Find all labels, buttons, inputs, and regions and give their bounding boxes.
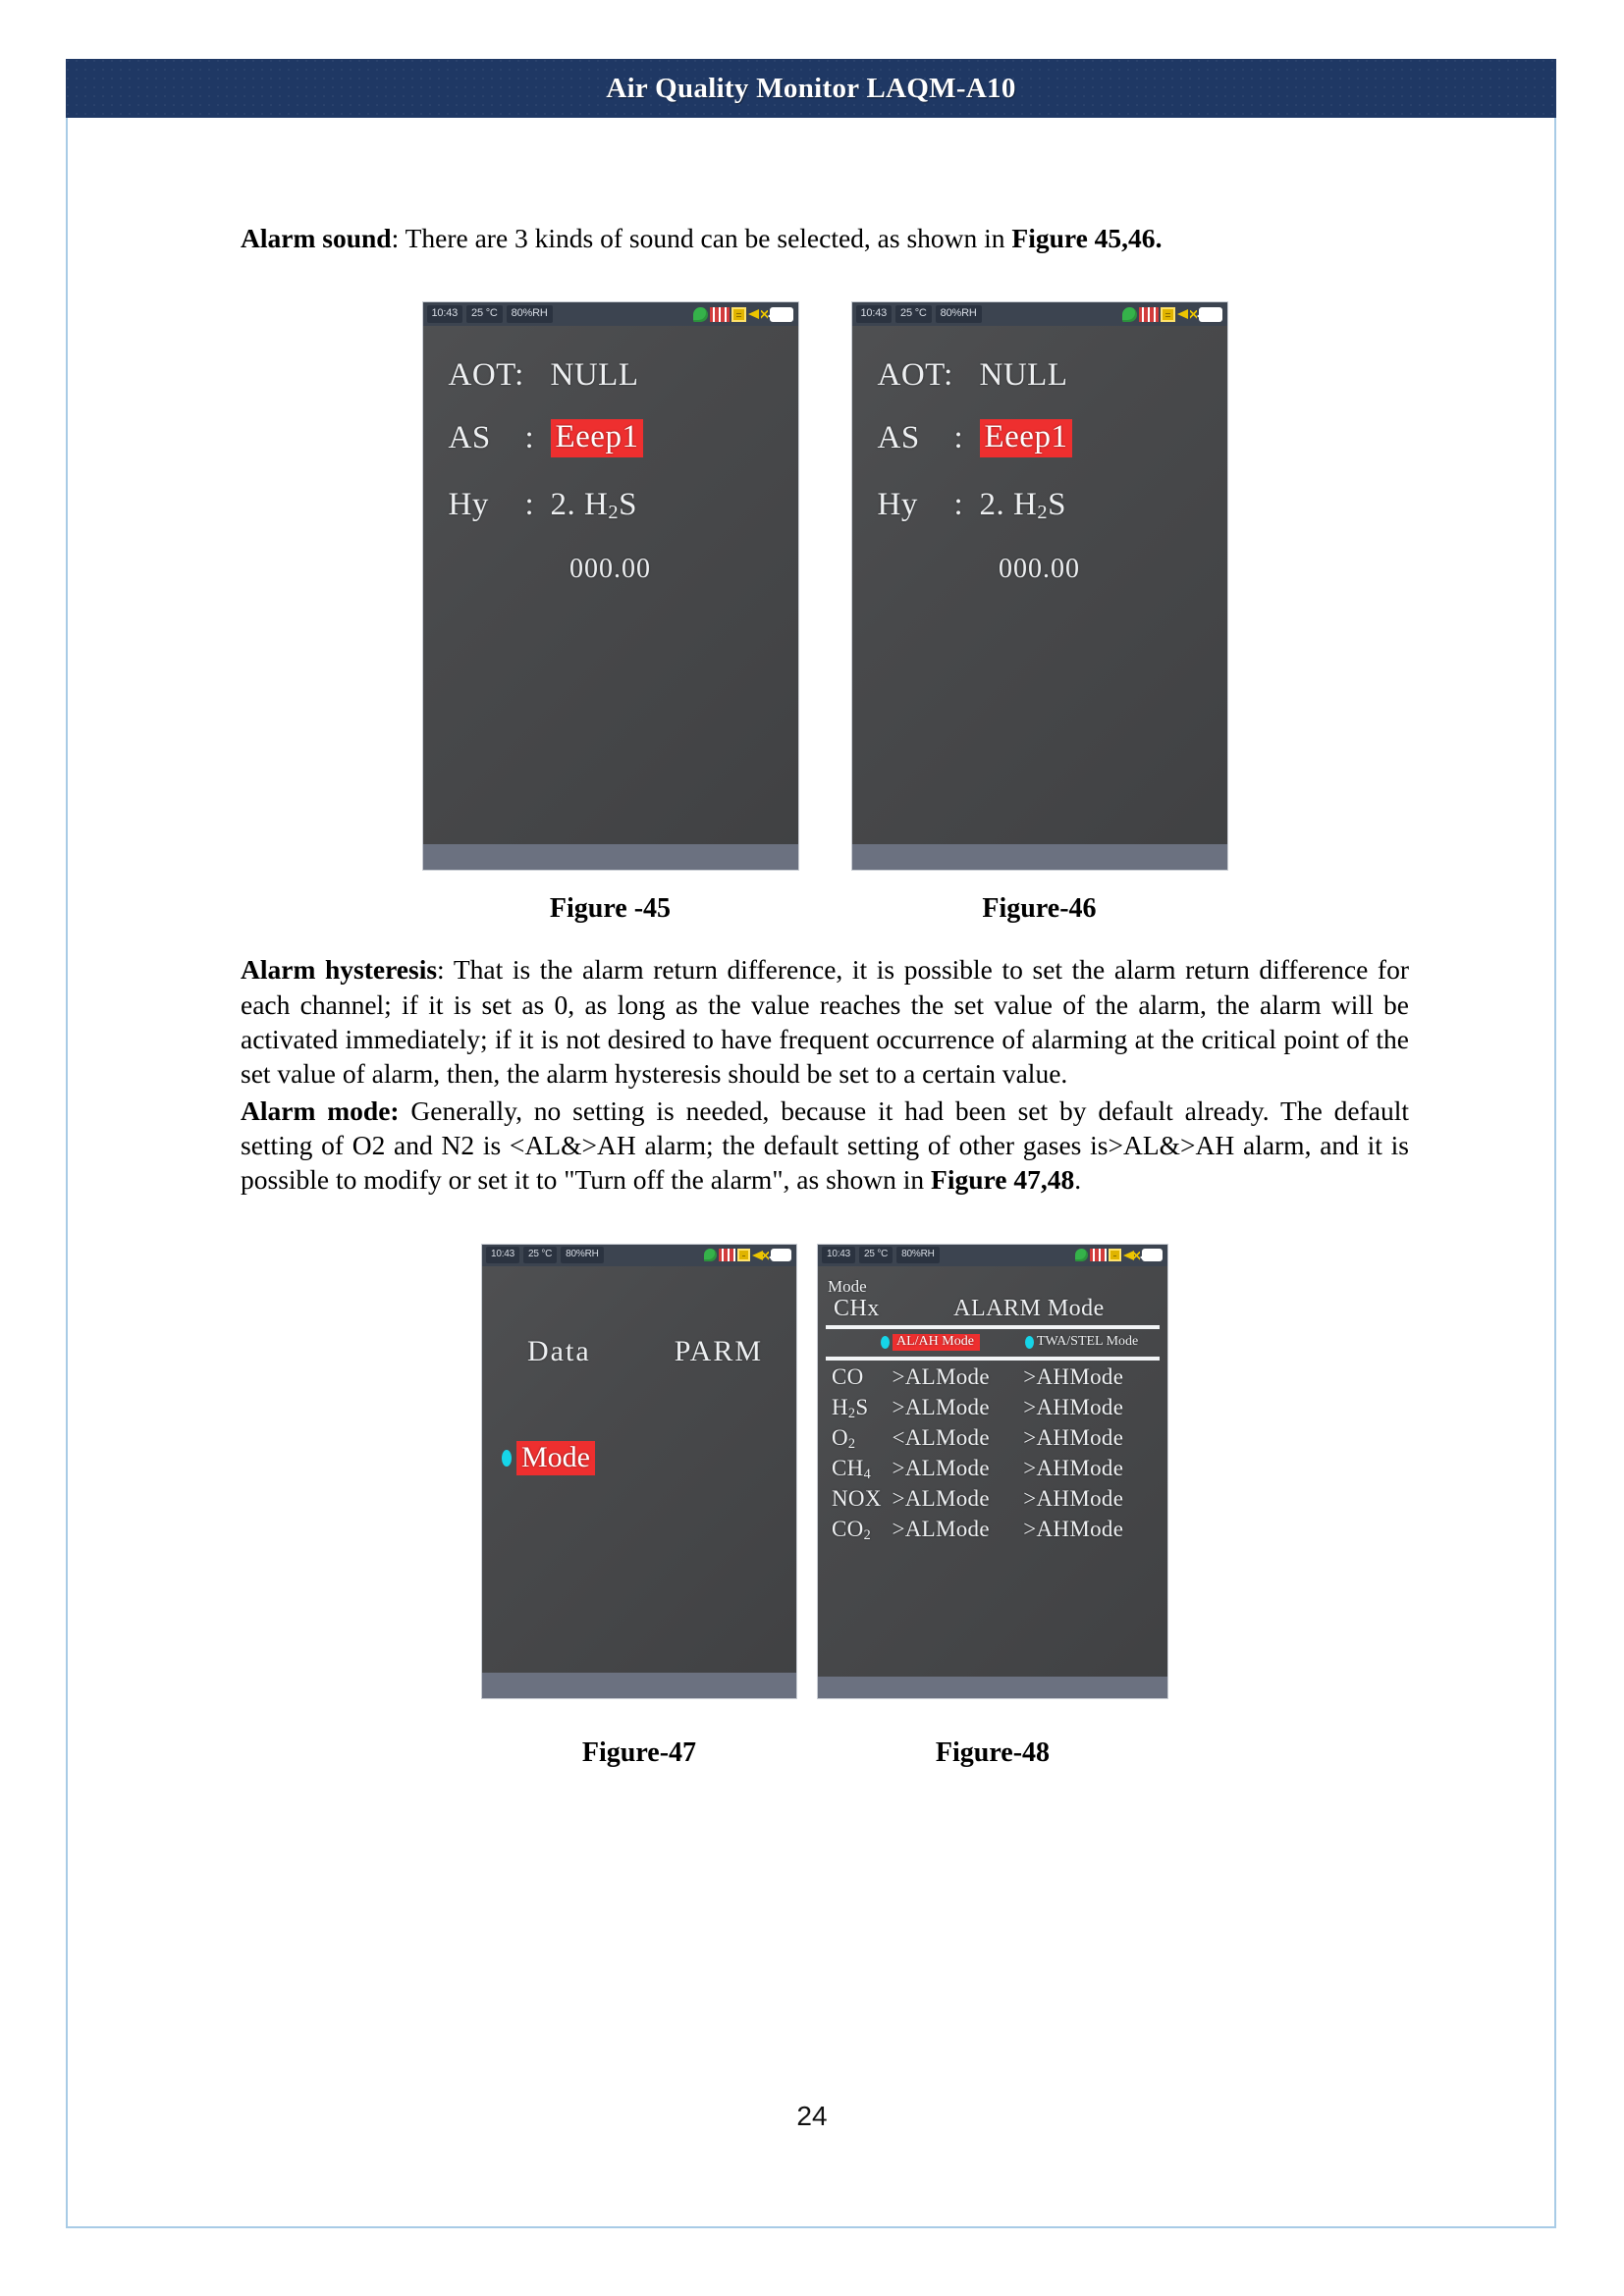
- memory-card-icon: [1161, 307, 1175, 322]
- status-humidity: 80%RH: [896, 1247, 939, 1263]
- gas-label: CO: [832, 1364, 864, 1390]
- gas-label: $H_2S$: [832, 1395, 869, 1422]
- signal-icon: [1090, 1249, 1107, 1261]
- paragraph-alarm-hysteresis: [241, 952, 1409, 1091]
- aot-value: NULL: [550, 357, 639, 394]
- ah-mode-value[interactable]: >AHMode: [1023, 1425, 1124, 1451]
- battery-icon: [1199, 307, 1222, 322]
- status-icon-group: [704, 1249, 792, 1261]
- status-time: 10:43: [822, 1247, 855, 1263]
- al-mode-value[interactable]: >ALMode: [892, 1517, 990, 1542]
- leaf-icon: [693, 307, 708, 322]
- figure-caption-45: Figure -45: [549, 893, 672, 925]
- document-content: [241, 221, 1409, 1769]
- alarm-mode-text: Generally, no setting is needed, because it had been set by default already. The default setting of O2 and N2 is <AL&>AH alarm; the default setting of other gases is>AL&>AH alarm, and it is possible to modify or set it to "Turn off the alarm", as shown in: [241, 1095, 1409, 1196]
- al-mode-value[interactable]: <ALMode: [892, 1425, 990, 1451]
- status-humidity: 80%RH: [561, 1247, 603, 1263]
- alarm-hysteresis-colon: :: [437, 954, 454, 986]
- ah-mode-value[interactable]: >AHMode: [1023, 1456, 1124, 1481]
- as-colon: :: [953, 420, 964, 456]
- screen-body-46: [852, 302, 1227, 870]
- caption-row-45-46: [241, 893, 1409, 925]
- hy-label: Hy: [448, 486, 489, 522]
- speaker-icon: [1177, 307, 1197, 322]
- table-row: [826, 1395, 1160, 1420]
- battery-icon: [771, 1249, 791, 1261]
- status-temperature: 25 °C: [466, 305, 503, 323]
- status-time: 10:43: [486, 1247, 519, 1263]
- gas-label: NOX: [832, 1486, 882, 1512]
- table-row: [826, 1425, 1160, 1451]
- hy-colon: :: [953, 486, 964, 522]
- signal-icon: [1139, 307, 1159, 322]
- caption-row-47-48: [241, 1737, 1409, 1769]
- as-label: AS: [877, 420, 920, 456]
- table-column-headers: [826, 1296, 1160, 1322]
- screen-body-45: [423, 302, 798, 870]
- menu-heading-row-47: [482, 1335, 796, 1368]
- bullet-icon: [1025, 1336, 1034, 1349]
- memory-card-icon: [737, 1249, 750, 1261]
- signal-icon: [710, 307, 730, 322]
- as-value-selected[interactable]: Eeep1: [551, 419, 644, 457]
- alarm-hysteresis-text: That is the alarm return difference, it is possible to set the alarm return difference for each channel; if it is set as 0, as long as the value reaches the set value of the alarm, the alarm will be activated immediately; if it is not desired to have frequent occurrence of alarming at the critical point of the set value of alarm, then, the alarm hysteresis should be set to a certain value.: [241, 954, 1409, 1090]
- document-title: Air Quality Monitor LAQM-A10: [606, 72, 1016, 104]
- table-row: [826, 1517, 1160, 1542]
- device-screen-figure-45: [423, 302, 798, 870]
- figure-caption-47: Figure-47: [581, 1736, 697, 1768]
- alarm-sound-settings-list-45: [449, 357, 788, 549]
- alarm-sound-figure-ref: Figure 45,46: [1011, 223, 1156, 253]
- as-value-selected[interactable]: Eeep1: [980, 419, 1073, 457]
- menu-heading-parm: PARM: [674, 1334, 763, 1367]
- aot-label: AOT:: [877, 357, 953, 394]
- figure-row-47-48: [241, 1245, 1409, 1698]
- paragraph-alarm-mode: [241, 1094, 1409, 1198]
- option-al-ah-mode-label[interactable]: AL/AH Mode: [893, 1334, 980, 1352]
- alarm-sound-settings-list-46: [878, 357, 1218, 549]
- figure-row-45-46: [241, 302, 1409, 870]
- al-mode-value[interactable]: >ALMode: [892, 1456, 990, 1481]
- setting-row-aot: [878, 357, 1218, 394]
- paragraph-alarm-sound: [241, 221, 1409, 255]
- alarm-mode-tail: .: [1074, 1164, 1082, 1196]
- table-row: [826, 1456, 1160, 1481]
- screen-bottom-bar-47: [482, 1673, 796, 1698]
- option-twa-stel-mode-label[interactable]: TWA/STEL Mode: [1036, 1334, 1139, 1350]
- screen-bottom-bar-46: [852, 844, 1227, 870]
- signal-icon: [719, 1249, 735, 1261]
- ah-mode-value[interactable]: >AHMode: [1023, 1486, 1124, 1512]
- alarm-mode-lead: Alarm mode:: [241, 1095, 400, 1126]
- device-screen-figure-46: [852, 302, 1227, 870]
- hy-label: Hy: [877, 486, 918, 522]
- speaker-icon: [748, 307, 768, 322]
- screen-body-48: [818, 1245, 1167, 1698]
- gas-label: $CO_2$: [832, 1517, 871, 1544]
- alarm-sound-lead: Alarm sound: [241, 223, 392, 253]
- option-twa-stel-mode[interactable]: [1025, 1335, 1138, 1350]
- menu-item-mode[interactable]: [502, 1441, 595, 1476]
- table-row: [826, 1486, 1160, 1512]
- figure-caption-46: Figure-46: [982, 893, 1097, 925]
- document-header-banner: [66, 59, 1556, 118]
- mode-option-row: [826, 1332, 1160, 1355]
- status-temperature: 25 °C: [523, 1247, 557, 1263]
- as-label: AS: [448, 420, 491, 456]
- status-bar-48: [818, 1245, 1167, 1266]
- status-time: 10:43: [427, 305, 463, 323]
- device-screen-figure-47: [482, 1245, 796, 1698]
- alarm-sound-colon: :: [391, 223, 406, 253]
- status-temperature: 25 °C: [859, 1247, 893, 1263]
- screen-body-47: [482, 1245, 796, 1698]
- setting-row-hy: [878, 487, 1218, 523]
- menu-heading-data: Data: [527, 1334, 591, 1367]
- alarm-sound-tail: .: [1155, 223, 1163, 253]
- screen-bottom-bar-45: [423, 844, 798, 870]
- table-rule-top: [826, 1325, 1160, 1329]
- aot-value: NULL: [979, 357, 1068, 394]
- speaker-icon: [752, 1249, 769, 1261]
- column-header-alarm-mode: ALARM Mode: [953, 1295, 1105, 1321]
- status-bar-47: [482, 1245, 796, 1266]
- ah-mode-value[interactable]: >AHMode: [1023, 1364, 1124, 1390]
- setting-row-hy: [449, 487, 788, 523]
- status-time: 10:43: [856, 305, 893, 323]
- setting-row-as: [878, 419, 1218, 457]
- leaf-icon: [704, 1249, 717, 1261]
- sensor-reading-46: 000.00: [999, 554, 1080, 585]
- as-colon: :: [524, 420, 535, 456]
- al-mode-value[interactable]: >ALMode: [892, 1364, 990, 1390]
- alarm-mode-figure-ref: Figure 47,48: [931, 1164, 1075, 1196]
- hy-value: 2. $H_2S$: [550, 486, 637, 524]
- hy-value: 2. $H_2S$: [979, 486, 1066, 524]
- aot-label: AOT:: [448, 357, 524, 394]
- status-humidity: 80%RH: [936, 305, 982, 323]
- status-bar-46: [852, 302, 1227, 326]
- ah-mode-value[interactable]: >AHMode: [1023, 1395, 1124, 1420]
- page-number: 24: [796, 2101, 828, 2131]
- leaf-icon: [1122, 307, 1137, 322]
- figure-caption-48: Figure-48: [935, 1736, 1051, 1768]
- leaf-icon: [1075, 1249, 1088, 1261]
- status-humidity: 80%RH: [507, 305, 553, 323]
- memory-card-icon: [731, 307, 746, 322]
- alarm-mode-panel: [818, 1268, 1167, 1698]
- status-icon-group: [1075, 1249, 1164, 1261]
- hy-colon: :: [524, 486, 535, 522]
- gas-label: $CH_4$: [832, 1456, 871, 1483]
- status-icon-group: [693, 307, 794, 322]
- table-rule-bottom: [826, 1357, 1160, 1361]
- setting-row-as: [449, 419, 788, 457]
- status-bar-45: [423, 302, 798, 326]
- column-header-chx: CHx: [834, 1295, 880, 1321]
- al-mode-value[interactable]: >ALMode: [892, 1395, 990, 1420]
- ah-mode-value[interactable]: >AHMode: [1023, 1517, 1124, 1542]
- status-icon-group: [1122, 307, 1223, 322]
- setting-row-aot: [449, 357, 788, 394]
- alarm-hysteresis-lead: Alarm hysteresis: [241, 954, 438, 986]
- screen-bottom-bar-48: [818, 1677, 1167, 1698]
- panel-mode-label: Mode: [828, 1276, 867, 1296]
- sensor-reading-45: 000.00: [569, 554, 651, 585]
- battery-icon: [1142, 1249, 1163, 1261]
- alarm-sound-text: There are 3 kinds of sound can be selected, as shown in: [405, 223, 1012, 253]
- speaker-icon: [1123, 1249, 1140, 1261]
- gas-label: $O_2$: [832, 1425, 856, 1453]
- battery-icon: [770, 307, 793, 322]
- bullet-icon: [502, 1450, 512, 1467]
- al-mode-value[interactable]: >ALMode: [892, 1486, 990, 1512]
- status-temperature: 25 °C: [895, 305, 932, 323]
- device-screen-figure-48: [818, 1245, 1167, 1698]
- option-al-ah-mode[interactable]: [881, 1334, 980, 1352]
- table-row: [826, 1364, 1160, 1390]
- bullet-icon: [881, 1336, 890, 1349]
- alarm-mode-table: [826, 1364, 1160, 1542]
- menu-item-mode-label[interactable]: Mode: [516, 1441, 595, 1476]
- memory-card-icon: [1109, 1249, 1121, 1261]
